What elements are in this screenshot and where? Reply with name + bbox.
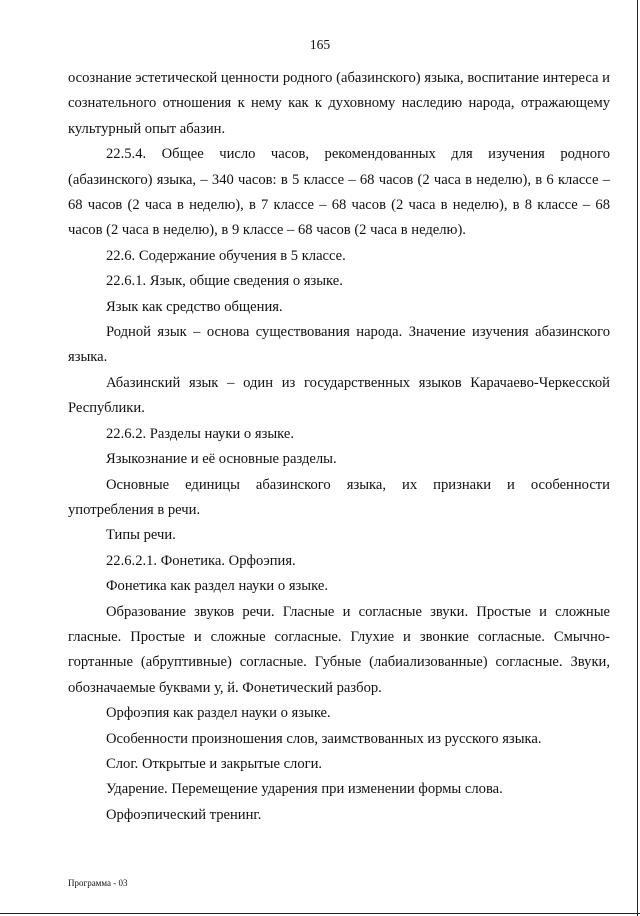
topic-item: Основные единицы абазинского языка, их признаки и особенности употребления в речи. (68, 476, 610, 518)
topic-item: Особенности произношения слов, заимствованных из русского языка. (106, 730, 542, 747)
topic-item: Типы речи. (106, 527, 176, 544)
page-number: 165 (309, 37, 331, 52)
topic-item: Ударение. Перемещение ударения при изменении формы слова. (106, 781, 503, 798)
topic-item: Языкознание и её основные разделы. (106, 451, 337, 468)
topic-item: Фонетика как раздел науки о языке. (106, 578, 328, 595)
paragraph-continuation: осознание эстетической ценности родного (абазинского) языка, воспитание интереса и сознательного отношения к нему как к духовному наследию народа, отражающему культурный опыт абазин. (68, 70, 610, 137)
scan-border-right (637, 0, 638, 916)
topic-item: Образование звуков речи. Гласные и согласные звуки. Простые и сложные гласные. Простые и сложные согласные. Глухие и звонкие согласные. Смычно-гортанные (абруптивные) согласные. Губные (лабиализованные) согласные. Звуки, обозначаемые буквами у, й. Фонетический разбор. (68, 603, 610, 696)
topic-item: Орфоэпический тренинг. (106, 806, 262, 823)
topic-item: Язык как средство общения. (106, 298, 283, 315)
paragraph-hours: 22.5.4. Общее число часов, рекомендованных для изучения родного (абазинского) языка, – 340 часов: в 5 классе – 68 часов (2 часа в неделю), в 6 классе – 68 часов (2 часа в неделю), в 7 классе – 68 часов (2 часа в неделю), в 8 классе – 68 часов (2 часа в неделю), в 9 классе – 68 часов (2 часа в неделю). (68, 146, 610, 239)
scan-border-bottom (0, 913, 640, 914)
topic-item: Родной язык – основа существования народа. Значение изучения абазинского языка. (68, 324, 610, 366)
subsection-heading-language: 22.6.1. Язык, общие сведения о языке. (106, 273, 343, 290)
topic-item: Орфоэпия как раздел науки о языке. (106, 705, 331, 722)
subsection-heading-science: 22.6.2. Разделы науки о языке. (106, 425, 294, 442)
section-heading-content: 22.6. Содержание обучения в 5 классе. (106, 247, 346, 264)
subsection-heading-phonetics: 22.6.2.1. Фонетика. Орфоэпия. (106, 552, 296, 569)
footer-label: Программа - 03 (68, 878, 128, 888)
page-body (68, 66, 610, 828)
topic-item: Абазинский язык – один из государственных языков Карачаево-Черкесской Республики. (68, 374, 610, 417)
topic-item: Слог. Открытые и закрытые слоги. (106, 755, 323, 772)
